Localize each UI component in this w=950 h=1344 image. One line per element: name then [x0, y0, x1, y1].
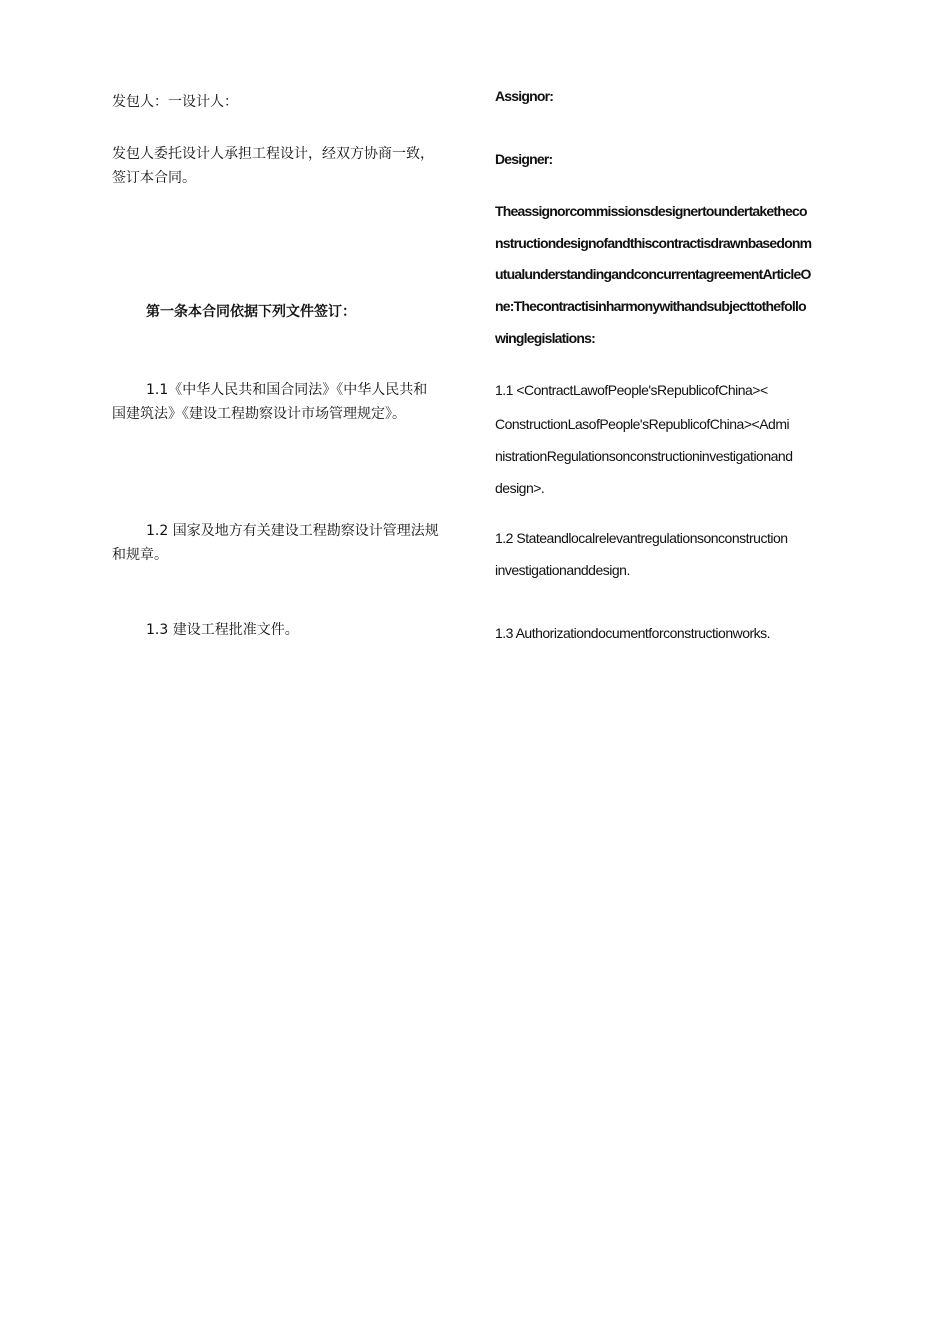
intro-en-line: Theassignorcommissionsdesignertoundertaketheco	[495, 203, 807, 219]
item-1-1-en-line: nistrationRegulationsonconstructioninvestigationand	[495, 448, 793, 464]
item-1-1-line-1: 1.1《中华人民共和国合同法》《中华人民共和	[146, 382, 428, 398]
intro-en-line: utualunderstandingandconcurrentagreementArticleO	[495, 266, 811, 282]
intro-line-1: 发包人委托设计人承担工程设计，经双方协商一致，	[112, 146, 434, 162]
item-1-3-en: 1.3 Authorizationdocumentforconstructionworks.	[495, 625, 771, 641]
parties-line: 发包人：一设计人：	[112, 94, 238, 110]
item-1-1-en-line: design>.	[495, 480, 545, 496]
designer-label: Designer:	[495, 151, 553, 167]
intro-line-2: 签订本合同。	[112, 170, 196, 186]
assignor-label: Assignor:	[495, 88, 554, 104]
article1-heading: 第一条本合同依据下列文件签订：	[146, 304, 356, 320]
item-1-3: 1.3 建设工程批准文件。	[146, 622, 299, 638]
item-1-2-en-line: 1.2 Stateandlocalrelevantregulationsonconstruction	[495, 530, 788, 546]
item-1-1-en-line: ConstructionLasofPeople'sRepublicofChina><Admi	[495, 416, 790, 432]
item-1-2-line-1: 1.2 国家及地方有关建设工程勘察设计管理法规	[146, 523, 439, 539]
item-1-2-en-line: investigationanddesign.	[495, 562, 630, 578]
item-1-1-line-2: 国建筑法》《建设工程勘察设计市场管理规定》。	[112, 406, 406, 422]
intro-en-line: ne:Thecontractisinharmonywithandsubjecttothefollo	[495, 298, 806, 314]
intro-en-line: nstructiondesignofandthiscontractisdrawnbasedonm	[495, 235, 812, 251]
item-1-1-en-line: 1.1 <ContractLawofPeople'sRepublicofChina><	[495, 382, 768, 398]
intro-en-line: winglegislations:	[495, 330, 595, 346]
item-1-2-line-2: 和规章。	[112, 547, 168, 563]
